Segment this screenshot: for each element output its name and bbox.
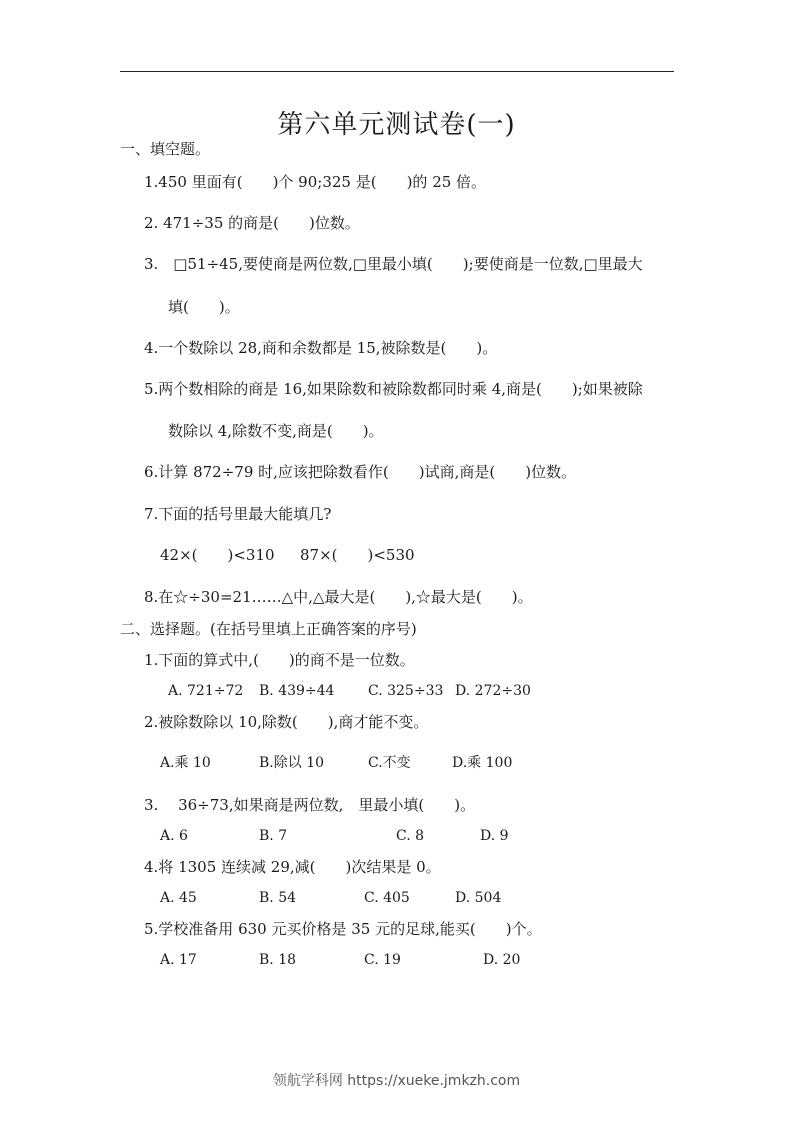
footer-watermark: 领航学科网 https://xueke.jmkzh.com [272,1073,521,1089]
s1-question-7-part-a: 42×( )<310 [160,546,275,564]
s1-question-3: 3. □51÷45,要使商是两位数,□里最小填( );要使商是一位数,□里最大 [144,255,643,273]
option-c: C. 19 [364,952,401,968]
option-b: B. 439÷44 [259,683,335,699]
s2-question-3: 3. 36÷73,如果商是两位数, 里最小填( )。 [144,796,476,814]
s2-question-4: 4.将 1305 连续减 29,减( )次结果是 0。 [144,858,441,876]
option-d: D. 504 [455,890,502,906]
option-d: D. 20 [483,952,521,968]
option-b: B. 18 [259,952,297,968]
option-b: B. 7 [259,828,288,844]
header-rule [120,71,674,72]
option-b: B. 54 [259,890,297,906]
s1-question-2: 2. 471÷35 的商是( )位数。 [144,214,360,232]
section1-heading: 一、填空题。 [120,140,211,158]
s1-question-7: 7.下面的括号里最大能填几? [144,505,332,523]
s1-question-5-cont: 数除以 4,除数不变,商是( )。 [168,422,384,440]
s1-question-6: 6.计算 872÷79 时,应该把除数看作( )试商,商是( )位数。 [144,463,577,481]
option-d: D.乘 100 [452,755,513,771]
s2-question-1: 1.下面的算式中,( )的商不是一位数。 [144,651,415,669]
option-d: D. 9 [480,828,509,844]
s2-question-2: 2.被除数除以 10,除数( ),商才能不变。 [144,713,429,731]
s1-question-1: 1.450 里面有( )个 90;325 是( )的 25 倍。 [144,173,487,191]
option-a: A. 17 [160,952,197,968]
option-c: C. 325÷33 [368,683,444,699]
option-a: A. 45 [160,890,197,906]
option-a: A.乘 10 [160,755,211,771]
option-b: B.除以 10 [259,755,325,771]
option-a: A. 721÷72 [168,683,244,699]
option-c: C.不变 [368,755,411,771]
s1-question-3-cont: 填( )。 [168,298,240,316]
s1-question-4: 4.一个数除以 28,商和余数都是 15,被除数是( )。 [144,339,498,357]
page-title: 第六单元测试卷(一) [277,110,516,140]
section2-heading: 二、选择题。(在括号里填上正确答案的序号) [120,620,417,638]
option-c: C. 405 [364,890,410,906]
s1-question-7-part-b: 87×( )<530 [300,546,415,564]
option-a: A. 6 [160,828,188,844]
s1-question-8: 8.在☆÷30=21……△中,△最大是( ),☆最大是( )。 [144,588,533,606]
option-c: C. 8 [396,828,425,844]
s2-question-5: 5.学校准备用 630 元买价格是 35 元的足球,能买( )个。 [144,920,542,938]
option-d: D. 272÷30 [455,683,531,699]
s1-question-5: 5.两个数相除的商是 16,如果除数和被除数都同时乘 4,商是( );如果被除 [144,380,643,398]
